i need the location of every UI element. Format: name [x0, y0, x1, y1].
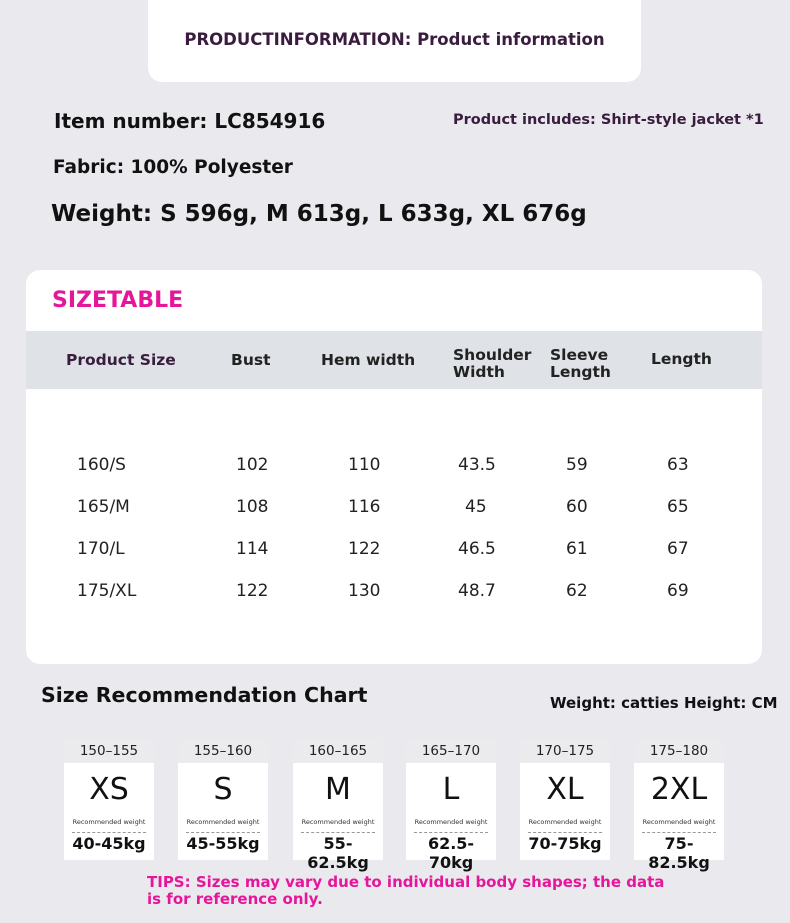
cell-hem: 116 — [348, 497, 381, 517]
height-range: 165–170 — [406, 739, 496, 763]
weight-range: 70-75kg — [528, 834, 602, 853]
cell-shoulder: 43.5 — [458, 455, 496, 475]
cell-bust: 114 — [236, 539, 269, 559]
table-row — [26, 455, 762, 485]
size-label: XL — [546, 772, 584, 807]
size-card-2xl — [634, 739, 724, 872]
cell-size: 175/XL — [77, 581, 137, 601]
size-table-card — [26, 270, 762, 664]
cell-size: 160/S — [77, 455, 126, 475]
header-shoulder-width — [453, 347, 531, 381]
height-range: 175–180 — [634, 739, 724, 763]
cell-hem: 110 — [348, 455, 381, 475]
cell-sleeve: 61 — [566, 539, 588, 559]
header-length: Length — [651, 350, 712, 368]
cell-length: 65 — [667, 497, 689, 517]
height-range: 150–155 — [64, 739, 154, 763]
divider — [528, 832, 602, 833]
cell-sleeve: 60 — [566, 497, 588, 517]
size-card-l — [406, 739, 496, 872]
weight-range: 40-45kg — [72, 834, 146, 853]
weight-range: 45-55kg — [186, 834, 260, 853]
product-information-card — [148, 0, 641, 82]
cell-hem: 130 — [348, 581, 381, 601]
cell-hem: 122 — [348, 539, 381, 559]
weight-info: Weight: S 596g, M 613g, L 633g, XL 676g — [51, 201, 587, 227]
size-recommendation-title: Size Recommendation Chart — [41, 683, 368, 707]
cell-shoulder: 46.5 — [458, 539, 496, 559]
cell-bust: 102 — [236, 455, 269, 475]
size-label: S — [213, 772, 233, 807]
weight-range: 62.5-70kg — [427, 834, 475, 872]
header-sleeve-line-1: Sleeve — [550, 346, 609, 364]
header-sleeve-length — [550, 347, 611, 381]
cell-shoulder: 45 — [465, 497, 487, 517]
table-row — [26, 581, 762, 611]
recommended-weight-note: Recommended weight — [301, 818, 375, 826]
recommended-weight-note: Recommended weight — [414, 818, 488, 826]
size-table-label: SIZETABLE — [52, 288, 184, 313]
product-includes: Product includes: Shirt-style jacket *1 — [453, 112, 764, 128]
size-label: L — [442, 772, 460, 807]
size-label: 2XL — [650, 772, 708, 807]
recommended-weight-note: Recommended weight — [186, 818, 260, 826]
weight-range: 75-82.5kg — [648, 834, 710, 872]
cell-length: 63 — [667, 455, 689, 475]
table-row — [26, 539, 762, 569]
recommended-weight-note: Recommended weight — [642, 818, 716, 826]
cell-size: 170/L — [77, 539, 125, 559]
tips-note: TIPS: Sizes may vary due to individual body shapes; the data is for reference only. — [147, 873, 665, 908]
height-range: 160–165 — [293, 739, 383, 763]
fabric-info: Fabric: 100% Polyester — [53, 157, 293, 178]
weight-range: 55-62.5kg — [307, 834, 369, 872]
height-range: 155–160 — [178, 739, 268, 763]
size-label: XS — [89, 772, 129, 807]
recommended-weight-note: Recommended weight — [528, 818, 602, 826]
header-shoulder-line-1: Shoulder — [453, 346, 532, 364]
header-hem-width: Hem width — [321, 351, 416, 369]
cell-bust: 122 — [236, 581, 269, 601]
table-row — [26, 497, 762, 527]
item-number: Item number: LC854916 — [54, 109, 326, 133]
size-card-xl — [520, 739, 610, 860]
cell-sleeve: 59 — [566, 455, 588, 475]
size-card-s — [178, 739, 268, 860]
recommended-weight-note: Recommended weight — [72, 818, 146, 826]
units-note: Weight: catties Height: CM — [550, 694, 778, 712]
cell-sleeve: 62 — [566, 581, 588, 601]
header-shoulder-line-2: Width — [453, 363, 505, 381]
divider — [642, 832, 716, 833]
size-label: M — [325, 772, 351, 807]
divider — [414, 832, 488, 833]
cell-length: 69 — [667, 581, 689, 601]
size-card-m — [293, 739, 383, 872]
cell-size: 165/M — [77, 497, 130, 517]
divider — [186, 832, 260, 833]
size-card-xs — [64, 739, 154, 860]
cell-length: 67 — [667, 539, 689, 559]
cell-bust: 108 — [236, 497, 269, 517]
divider — [301, 832, 375, 833]
header-sleeve-line-2: Length — [550, 363, 611, 381]
cell-shoulder: 48.7 — [458, 581, 496, 601]
header-bust: Bust — [231, 351, 271, 369]
product-information-title: PRODUCTINFORMATION: Product information — [184, 30, 605, 49]
height-range: 170–175 — [520, 739, 610, 763]
divider — [72, 832, 146, 833]
header-product-size: Product Size — [66, 351, 176, 369]
size-table-header — [26, 331, 762, 389]
